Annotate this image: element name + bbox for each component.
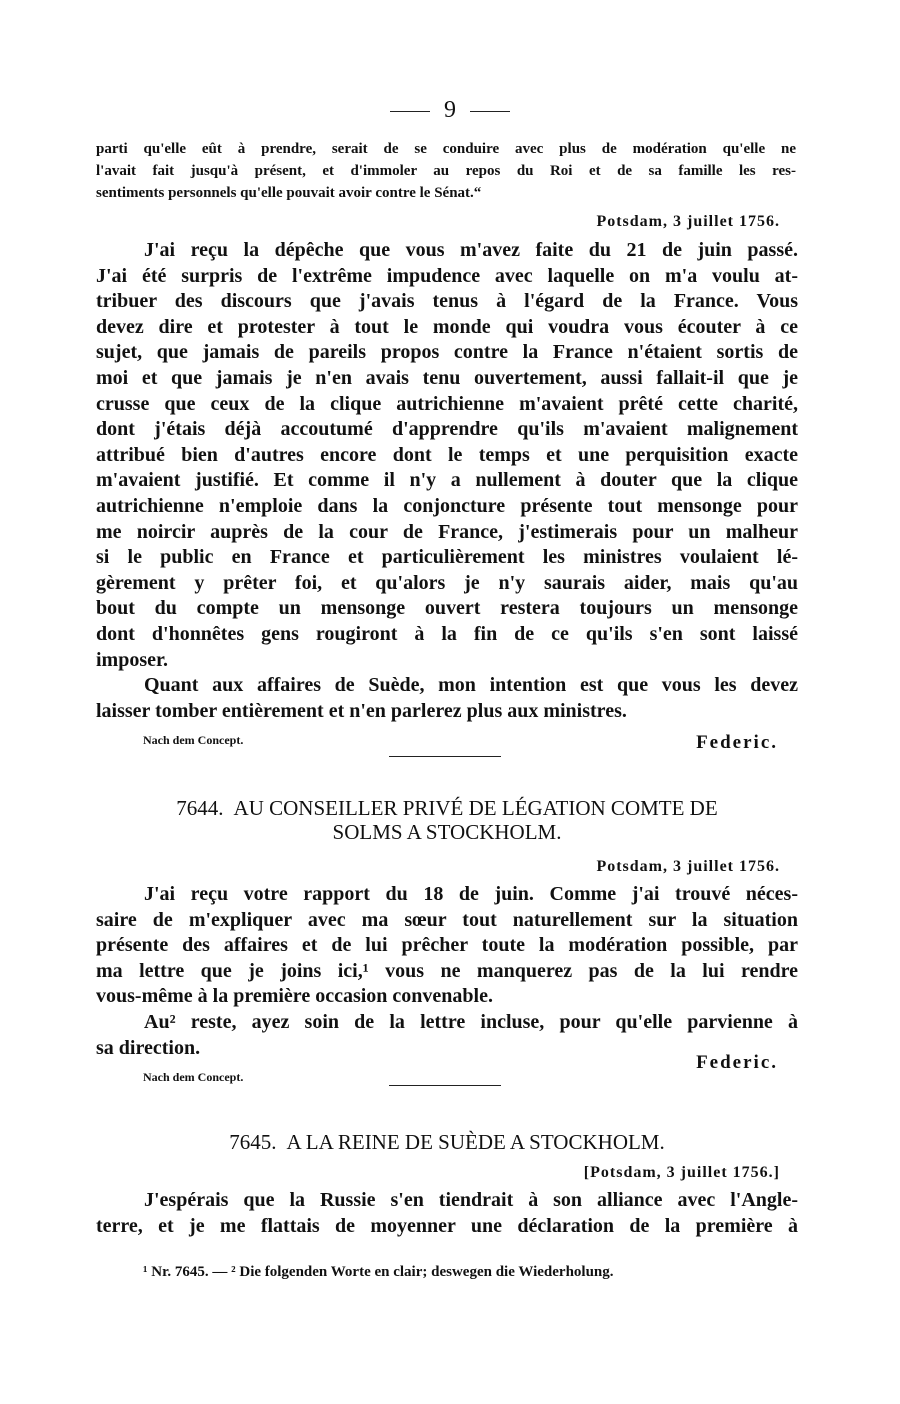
heading-line: A LA REINE DE SUÈDE A STOCKHOLM.: [286, 1130, 665, 1154]
letter-number: 7644.: [176, 796, 224, 820]
text-line: autrichienne n'emploie dans la conjoncture présente tout mensonge pour: [96, 494, 798, 517]
text-line: J'ai été surpris de l'extrême impudence avec laquelle on m'a voulu at-: [96, 264, 798, 287]
text-line: sa direction.: [96, 1036, 201, 1059]
separator-rule: [389, 756, 501, 757]
dateline-letter1: Potsdam, 3 juillet 1756.: [596, 213, 780, 230]
text-line: Quant aux affaires de Suède, mon intention est que vous les devez: [144, 674, 798, 697]
letter2-body: [96, 882, 798, 1061]
text-line: m'avaient justifié. Et comme il n'y a nullement à douter que la clique: [96, 469, 798, 492]
text-line: Au² reste, ayez soin de la lettre incluse, pour qu'elle parvienne à: [144, 1010, 798, 1033]
page-number-rule-left: [390, 111, 430, 112]
text-line: gèrement y prêter foi, et qu'alors je n'y saurais aider, mais qu'au: [96, 571, 798, 594]
text-line: sentiments personnels qu'elle pouvait avoir contre le Sénat.“: [96, 185, 482, 201]
text-line: saire de m'expliquer avec ma sœur tout naturellement sur la situation: [96, 908, 798, 931]
text-line: crusse que ceux de la clique autrichienne m'avaient prêté cette charité,: [96, 392, 798, 415]
text-line: ma lettre que je joins ici,¹ vous ne manquerez pas de la lui rendre: [96, 959, 798, 982]
text-line: dont j'étais déjà accoutumé d'apprendre qu'ils m'avaient malignement: [96, 418, 798, 441]
continuation-text: [96, 138, 796, 204]
dateline-letter2: Potsdam, 3 juillet 1756.: [596, 858, 780, 875]
separator-rule: [389, 1085, 501, 1086]
letter-number: 7645.: [229, 1130, 277, 1154]
source-note-letter1: Nach dem Concept.: [143, 733, 244, 747]
text-line: vous-même à la première occasion convenable.: [96, 985, 493, 1008]
text-line: moi et que jamais je n'en avais tenu ouvertement, aussi fallait-il que je: [96, 366, 798, 389]
text-line: laisser tomber entièrement et n'en parlerez plus aux ministres.: [96, 699, 627, 722]
heading-line: AU CONSEILLER PRIVÉ DE LÉGATION COMTE DE: [233, 796, 718, 820]
text-line: terre, et je me flattais de moyenner une déclaration de la première à: [96, 1214, 798, 1237]
text-line: sujet, que jamais de pareils propos contre la France n'étaient sortis de: [96, 341, 798, 364]
letter3-body: [96, 1188, 798, 1239]
text-line: l'avait fait jusqu'à présent, et d'immoler au repos du Roi et de sa famille les res-: [96, 163, 796, 179]
text-line: présente des affaires et de lui prêcher toute la modération possible, par: [96, 934, 798, 957]
heading-letter3: [96, 1130, 798, 1154]
page-number: [0, 96, 900, 124]
text-line: imposer.: [96, 648, 169, 671]
text-line: me noircir auprès de la cour de France, j'estimerais pour un malheur: [96, 520, 798, 543]
heading-letter2: [96, 796, 798, 844]
text-line: bout du compte un mensonge ouvert restera toujours un mensonge: [96, 597, 798, 620]
text-line: si le public en France et particulièrement les ministres voulaient lé-: [96, 546, 798, 569]
dateline-letter3: [Potsdam, 3 juillet 1756.]: [583, 1164, 780, 1181]
text-line: attribué bien d'autres encore dont le temps et une perquisition exacte: [96, 443, 798, 466]
text-line: J'ai reçu la dépêche que vous m'avez faite du 21 de juin passé.: [144, 239, 798, 261]
letter1-body: [96, 238, 798, 724]
page-number-rule-right: [470, 111, 510, 112]
text-line: J'ai reçu votre rapport du 18 de juin. Comme j'ai trouvé néces-: [144, 883, 798, 905]
signature-letter1: Federic.: [696, 732, 778, 753]
text-line: J'espérais que la Russie s'en tiendrait à son alliance avec l'Angle-: [144, 1189, 798, 1211]
footnotes: ¹ Nr. 7645. — ² Die folgenden Worte en clair; deswegen die Wiederholung.: [143, 1264, 614, 1280]
page-number-text: 9: [444, 97, 456, 123]
text-line: tribuer des discours que j'avais tenus à l'égard de la France. Vous: [96, 290, 798, 313]
text-line: devez dire et protester à tout le monde qui voudra vous écouter à ce: [96, 315, 798, 338]
signature-letter2: Federic.: [696, 1052, 778, 1073]
text-line: parti qu'elle eût à prendre, serait de se conduire avec plus de modération qu'elle ne: [96, 141, 796, 157]
heading-line: SOLMS A STOCKHOLM.: [332, 820, 562, 844]
text-line: dont d'honnêtes gens rougiront à la fin de ce qu'ils s'en sont laissé: [96, 622, 798, 645]
source-note-letter2: Nach dem Concept.: [143, 1070, 244, 1084]
